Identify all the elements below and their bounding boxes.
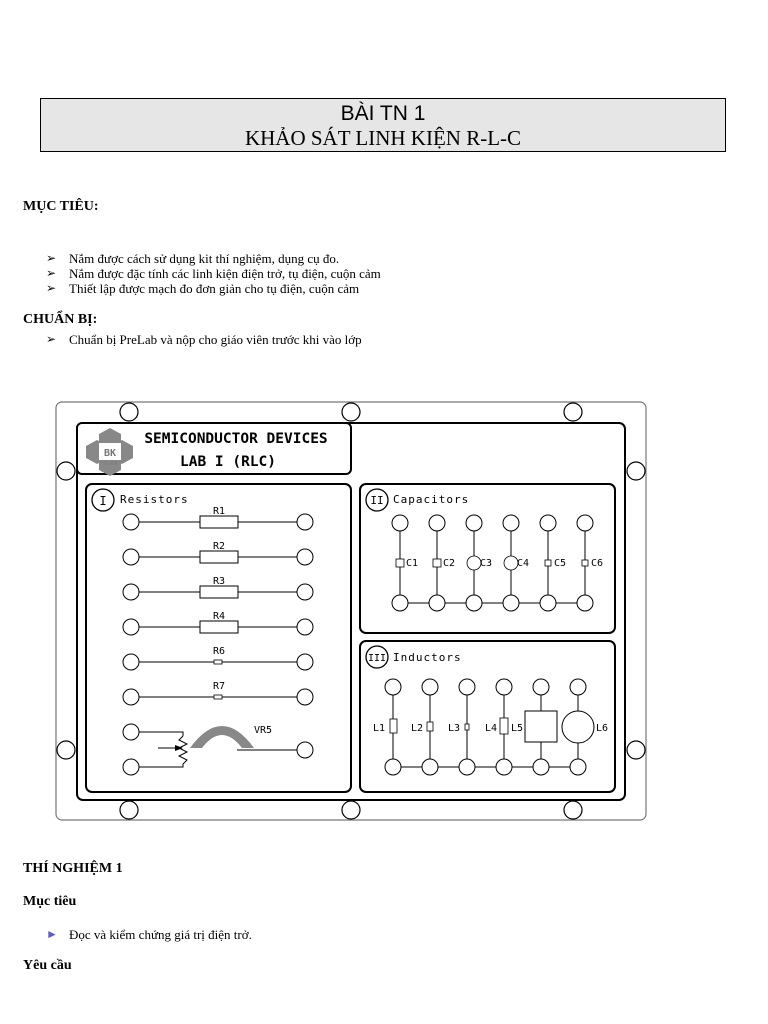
terminal <box>540 595 556 611</box>
inductor-label: L1 <box>373 723 386 734</box>
capacitor-symbol <box>467 556 481 570</box>
preparation-heading: CHUẨN BỊ: <box>23 312 98 327</box>
resistor-label: R7 <box>212 681 226 692</box>
requirement-heading: Yêu cầu <box>23 958 72 973</box>
inductor-symbol <box>500 718 508 734</box>
resistor-symbol <box>200 621 238 633</box>
board-title-line1: SEMICONDUCTOR DEVICES <box>144 431 328 447</box>
resistor-label: R1 <box>212 506 226 517</box>
terminal <box>422 759 438 775</box>
inductors-title: Inductors <box>393 651 462 664</box>
mounting-hole <box>342 801 360 819</box>
resistor-symbol <box>200 516 238 528</box>
terminal <box>570 679 586 695</box>
capacitor-label: C6 <box>591 558 604 569</box>
mounting-hole <box>57 462 75 480</box>
capacitor-symbol <box>582 560 588 566</box>
terminal <box>533 759 549 775</box>
inductor-symbol <box>562 711 594 743</box>
resistor-label: R3 <box>212 576 226 587</box>
terminal <box>392 515 408 531</box>
terminal <box>429 515 445 531</box>
capacitor-symbol <box>433 559 441 567</box>
list-item: ➢ Chuẩn bị PreLab và nộp cho giáo viên trước khi vào lớp <box>46 332 362 347</box>
terminal <box>496 759 512 775</box>
arrow-bullet-icon: ➢ <box>46 332 57 346</box>
mounting-hole <box>120 801 138 819</box>
resistor-label: R6 <box>212 646 226 657</box>
inductor-label: L4 <box>485 723 498 734</box>
terminal <box>123 654 139 670</box>
vr5-label: VR5 <box>254 725 273 736</box>
goal-list <box>46 927 252 942</box>
list-item: ► Đọc và kiểm chứng giá trị điện trở. <box>46 927 252 942</box>
capacitor-label: C1 <box>406 558 419 569</box>
inductor-symbol <box>390 719 397 733</box>
mounting-hole <box>564 801 582 819</box>
terminal <box>540 515 556 531</box>
resistor-label: R4 <box>212 611 226 622</box>
terminal <box>123 689 139 705</box>
resistors-title: Resistors <box>120 493 189 506</box>
capacitors-title: Capacitors <box>393 493 470 506</box>
inductor-label: L6 <box>596 723 609 734</box>
capacitor-label: C4 <box>517 558 530 569</box>
terminal <box>385 759 401 775</box>
inductor-label: L2 <box>411 723 424 734</box>
capacitor-symbol <box>504 556 518 570</box>
capacitor-label: C2 <box>443 558 456 569</box>
triangle-bullet-icon: ► <box>46 927 58 941</box>
terminal <box>466 515 482 531</box>
terminal <box>297 619 313 635</box>
capacitor-label: C3 <box>480 558 493 569</box>
terminal <box>459 759 475 775</box>
terminal <box>392 595 408 611</box>
list-item: ➢ Nắm được đặc tính các linh kiện điện trở, tụ điện, cuộn cảm <box>46 266 381 281</box>
inductor-label: L3 <box>448 723 461 734</box>
terminal <box>123 514 139 530</box>
goal-heading: Mục tiêu <box>23 894 77 909</box>
terminal <box>466 595 482 611</box>
terminal <box>533 679 549 695</box>
terminal <box>429 595 445 611</box>
lab-number-title: BÀI TN 1 <box>340 102 426 125</box>
terminal <box>297 584 313 600</box>
resistor-symbol <box>200 586 238 598</box>
resistor-symbol <box>200 551 238 563</box>
inductor-symbol <box>427 722 433 731</box>
terminal <box>570 759 586 775</box>
terminal <box>422 679 438 695</box>
board-title-line2: LAB I (RLC) <box>179 454 277 470</box>
inductor-label: L5 <box>511 723 524 734</box>
logo-subtext: TP.HCM <box>102 461 118 466</box>
mounting-hole <box>627 462 645 480</box>
capacitor-symbol <box>545 560 551 566</box>
terminal <box>577 515 593 531</box>
capacitor-label: C5 <box>554 558 567 569</box>
inductor-symbol <box>465 724 469 730</box>
logo-text: BK <box>103 448 117 459</box>
terminal <box>503 515 519 531</box>
terminal <box>503 595 519 611</box>
terminal <box>297 654 313 670</box>
capacitor-symbol <box>396 559 404 567</box>
resistor-label: R2 <box>212 541 226 552</box>
arrow-bullet-icon: ➢ <box>46 251 57 265</box>
arrow-bullet-icon: ➢ <box>46 281 57 295</box>
list-item: ➢ Nắm được cách sử dụng kit thí nghiệm, dụng cụ đo. <box>46 251 340 266</box>
terminal <box>123 724 139 740</box>
mounting-hole <box>120 403 138 421</box>
terminal <box>297 689 313 705</box>
terminal <box>385 679 401 695</box>
mounting-hole <box>564 403 582 421</box>
resistor-symbol <box>214 695 222 699</box>
experiment-heading: THÍ NGHIỆM 1 <box>23 861 123 876</box>
mounting-hole <box>342 403 360 421</box>
terminal <box>459 679 475 695</box>
terminal <box>123 549 139 565</box>
terminal <box>297 549 313 565</box>
resistor-symbol <box>214 660 222 664</box>
list-item: ➢ Thiết lập được mạch đo đơn giản cho tụ điện, cuộn cảm <box>46 281 360 296</box>
lab-name-title: KHẢO SÁT LINH KIỆN R-L-C <box>244 126 522 150</box>
inductor-symbol <box>525 711 557 742</box>
resistors-numeral: I <box>99 494 107 508</box>
capacitors-numeral: II <box>370 494 384 507</box>
terminal <box>297 742 313 758</box>
terminal <box>123 759 139 775</box>
terminal <box>123 619 139 635</box>
terminal <box>297 514 313 530</box>
terminal <box>496 679 512 695</box>
mounting-hole <box>57 741 75 759</box>
terminal <box>123 584 139 600</box>
objectives-heading: MỤC TIÊU: <box>23 199 99 214</box>
terminal <box>577 595 593 611</box>
arrow-bullet-icon: ➢ <box>46 266 57 280</box>
mounting-hole <box>627 741 645 759</box>
inductors-numeral: III <box>367 653 387 664</box>
